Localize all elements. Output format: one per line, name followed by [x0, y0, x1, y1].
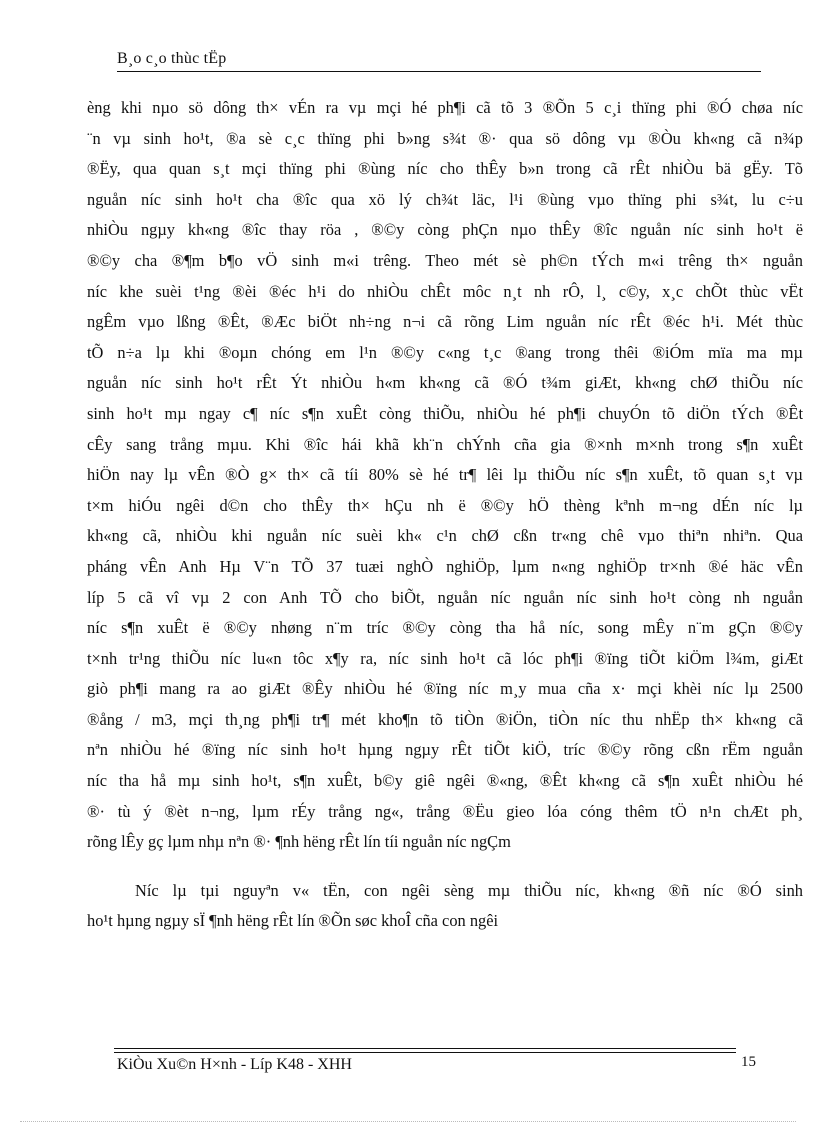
text-line: rõng lÊy gç lµm nhµ nªn ®· ¶nh hëng rÊt lín tíi nguån níc ngÇm: [87, 832, 511, 852]
text-line: ®· tù ý ®èt n¬ng, lµm rÉy trång ng«, trång ®Ëu gieo lóa cóng thêm tÖ n¹n chÆt ph¸: [87, 801, 803, 821]
text-line: ho¹t hµng ngµy sÏ ¶nh hëng rÊt lín ®Õn søc khoÎ cña con ngêi: [87, 911, 499, 931]
body-text: [87, 93, 803, 937]
text-line: líp 5 cã vî vµ 2 con Anh TÕ cho biÕt, nguån níc nguån níc sinh ho¹t còng nh nguån: [87, 587, 803, 607]
text-line: tÕ n÷a lµ khi ®oµn chóng em l¹n ®©y c«ng t¸c ®ang trong thêi ®iÓm mïa ma mµ: [87, 342, 803, 362]
text-line: nguån níc sinh ho¹t cha ®îc qua xö lý ch¾t läc, l¹i ®ùng vµo thïng phi s¾t, lu c÷u: [87, 189, 803, 209]
text-line: ®©y cha ®¶m b¶o vÖ sinh m«i trêng. Theo mét sè ph©n tÝch m«i trêng th× nguån: [87, 250, 803, 270]
text-line: nguån níc sinh ho¹t rÊt Ýt nhiÒu h«m kh«ng cã ®Ó t¾m giÆt, kh«ng chØ thiÕu níc: [87, 373, 803, 393]
text-line: t×nh tr¹ng thiÕu níc lu«n tôc x¶y ra, níc sinh ho¹t cã lóc ph¶i ®ïng tiÕt kiÖm l¾m, giÆt: [87, 648, 803, 668]
text-line: ®Ëy, qua quan s¸t mçi thïng phi ®ùng níc cho thÊy b»n trong cã rÊt nhiÒu bä gËy. Tõ: [87, 159, 803, 179]
text-line: cÊy sang trång mµu. Khi ®îc hái khã kh¨n chÝnh cña gia ®×nh m×nh trong s¶n xuÊt: [87, 434, 803, 454]
footer-rule-top: [114, 1048, 736, 1049]
text-line: Níc lµ tµi nguyªn v« tËn, con ngêi sèng mµ thiÕu níc, kh«ng ®ñ níc ®Ó sinh: [135, 880, 803, 900]
footer-author: KiÒu Xu©n H×nh - Líp K48 - XHH: [117, 1056, 352, 1073]
text-line: níc tha hå mµ sinh ho¹t, s¶n xuÊt, b©y giê ngêi ®«ng, ®Êt kh«ng cã s¶n xuÊt nhiÒu hé: [87, 771, 803, 791]
text-line: t×m hiÓu ngêi d©n cho thÊy th× hÇu nh ë ®©y hÖ thèng kªnh m¬ng dÉn níc lµ: [87, 495, 803, 515]
text-line: pháng vÊn Anh Hµ V¨n TÕ 37 tuæi nghÒ nghiÖp, lµm n«ng nghiÖp tr×nh ®é häc vÊn: [87, 556, 803, 576]
page-edge: [20, 1121, 796, 1122]
text-line: èng khi nµo sö dông th× vÉn ra vµ mçi hé ph¶i cã tõ 3 ®Õn 5 c¸i thïng phi ®Ó chøa níc: [87, 98, 803, 117]
text-line: ®ång / m3, mçi th¸ng ph¶i tr¶ mét kho¶n tõ tiÒn ®iÖn, tiÒn níc thu nhËp th× kh«ng cã: [87, 709, 803, 729]
text-line: giò ph¶i mang ra ao giÆt ®Êy nhiÒu hé ®ïng níc m¸y mua cña x· mçi khèi níc lµ 2500: [87, 679, 803, 699]
footer-rule-bottom: [114, 1052, 736, 1053]
text-line: nªn nhiÒu hé ®ïng níc sinh ho¹t hµng ngµy rÊt tiÕt kiÖ, tríc ®©y rõng cßn rËm nguån: [87, 740, 803, 760]
paragraph-1: [87, 93, 803, 858]
paragraph-gap: [87, 858, 803, 876]
text-line: níc s¶n xuÊt ë ®©y nhøng n¨m tríc ®©y còng tha hå níc, song mÊy n¨m gÇn ®©y: [87, 618, 803, 638]
text-line: ngÊm vµo lßng ®Êt, ®Æc biÖt nh÷ng n¬i cã rõng Lim nguån níc rÊt ®éc h¹i. Mét thùc: [87, 312, 803, 332]
paragraph-2: [87, 876, 803, 937]
page-number: 15: [741, 1054, 756, 1070]
text-line: hiÖn nay lµ vÊn ®Ò g× th× cã tíi 80% sè hé tr¶ lêi lµ thiÕu níc s¶n xuÊt, tõ quan s¸t vµ: [87, 465, 803, 485]
running-header: B¸o c¸o thùc tËp: [117, 50, 227, 67]
text-line: kh«ng cã, nhiÒu khi nguån níc suèi kh« c¹n chØ cßn tr«ng chê vµo thiªn nhiªn. Qua: [87, 526, 803, 546]
text-line: níc khe suèi t¹ng ®èi ®éc h¹i do nhiÒu chÊt môc n¸t nh rÔ, l¸ c©y, x¸c chÕt thùc vËt: [87, 281, 803, 301]
text-line: sinh ho¹t mµ ngay c¶ níc s¶n xuÊt còng thiÕu, nhiÒu hé ph¶i chuyÓn tõ diÖn tÝch ®Êt: [87, 403, 803, 423]
header-rule: [117, 71, 761, 72]
text-line: nhiÒu ngµy kh«ng ®îc thay röa , ®©y còng phÇn nµo thÊy ®îc nguån níc sinh ho¹t ë: [87, 220, 803, 240]
text-line: ¨n vµ sinh ho¹t, ®a sè c¸c thïng phi b»ng s¾t ®· qua sö dông vµ ®Òu kh«ng cã n¾p: [87, 128, 803, 148]
